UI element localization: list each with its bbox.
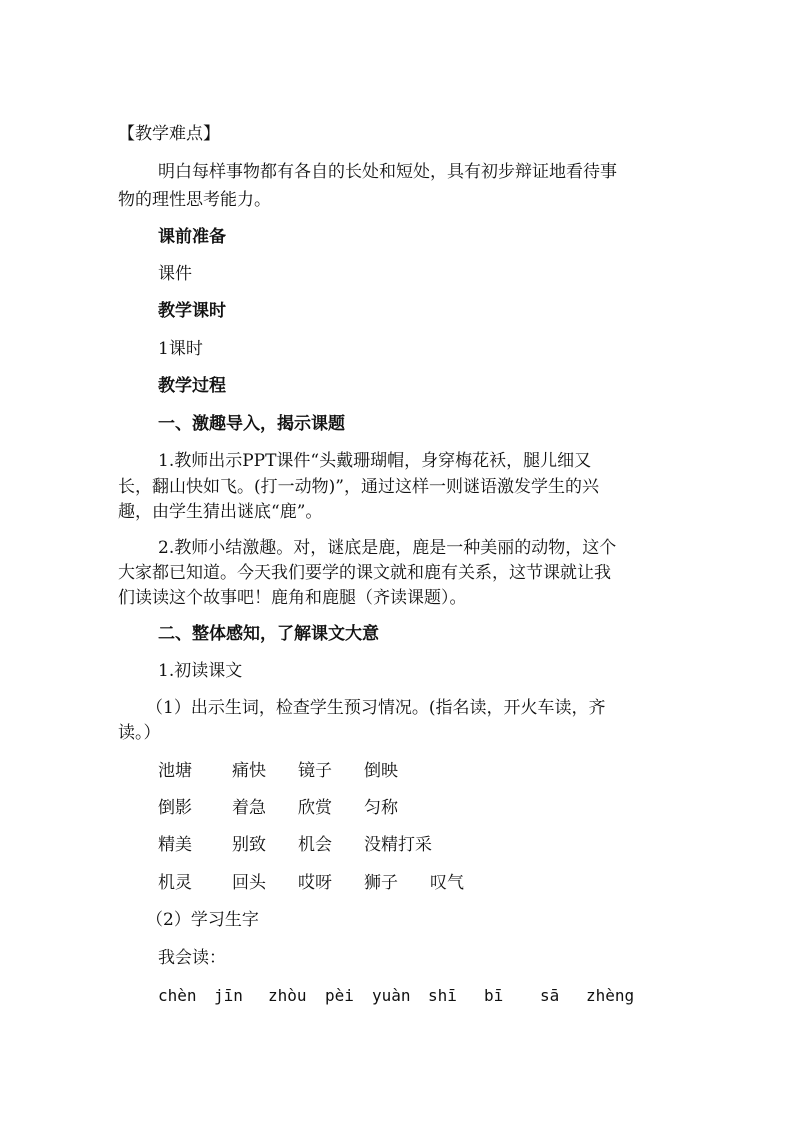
pinyin-item: yuàn bbox=[372, 986, 411, 1005]
para2-line3: 们读读这个故事吧！鹿角和鹿腿（齐读课题）。 bbox=[118, 588, 467, 608]
word: 着急 bbox=[232, 798, 266, 818]
word: 别致 bbox=[232, 835, 266, 855]
pinyin-item: zhèng bbox=[586, 986, 635, 1005]
para1-line3: 趣，由学生猜出谜底“鹿”。 bbox=[118, 502, 323, 522]
can-read-label: 我会读： bbox=[158, 948, 226, 968]
para1-line2: 长，翻山快如飞。(打一动物)”，通过这样一则谜语激发学生的兴 bbox=[118, 477, 599, 497]
word: 狮子 bbox=[364, 873, 398, 893]
word: 机灵 bbox=[158, 873, 192, 893]
pinyin-item: zhòu bbox=[268, 986, 307, 1005]
pinyin-item: jīn bbox=[214, 986, 243, 1005]
pinyin-item: chèn bbox=[158, 986, 197, 1005]
step1-line2: 读。） bbox=[118, 723, 161, 743]
heading-section-1: 一、激趣导入，揭示课题 bbox=[158, 414, 345, 434]
word: 匀称 bbox=[364, 798, 398, 818]
word: 没精打采 bbox=[364, 835, 432, 855]
heading-section-2: 二、整体感知，了解课文大意 bbox=[158, 624, 379, 644]
prep-text: 课件 bbox=[158, 264, 192, 284]
word: 哎呀 bbox=[298, 873, 332, 893]
step2-learn-characters: （2）学习生字 bbox=[146, 910, 259, 930]
pinyin-item: sā bbox=[540, 986, 560, 1005]
word: 镜子 bbox=[298, 761, 332, 781]
heading-prep: 课前准备 bbox=[158, 227, 226, 247]
word: 欣赏 bbox=[298, 798, 332, 818]
word: 回头 bbox=[232, 873, 266, 893]
word: 倒影 bbox=[158, 798, 192, 818]
para1-line1: 1.教师出示PPT课件“头戴珊瑚帽，身穿梅花袄，腿儿细又 bbox=[158, 451, 592, 471]
heading-process: 教学过程 bbox=[158, 376, 226, 396]
word: 叹气 bbox=[430, 873, 464, 893]
subheading-first-read: 1.初读课文 bbox=[158, 661, 243, 681]
word: 痛快 bbox=[232, 761, 266, 781]
hours-text: 1课时 bbox=[158, 339, 203, 359]
heading-teaching-difficulty: 【教学难点】 bbox=[118, 124, 220, 144]
word: 机会 bbox=[298, 835, 332, 855]
word: 精美 bbox=[158, 835, 192, 855]
word: 池塘 bbox=[158, 761, 192, 781]
pinyin-item: pèi bbox=[325, 986, 354, 1005]
word: 倒映 bbox=[364, 761, 398, 781]
difficulty-text-line2: 物的理性思考能力。 bbox=[118, 190, 271, 210]
difficulty-text-line1: 明白每样事物都有各自的长处和短处，具有初步辩证地看待事 bbox=[158, 162, 617, 182]
pinyin-item: bī bbox=[484, 986, 504, 1005]
pinyin-item: shī bbox=[428, 986, 457, 1005]
step1-line1: （1）出示生词，检查学生预习情况。(指名读，开火车读，齐 bbox=[146, 698, 606, 718]
para2-line1: 2.教师小结激趣。对，谜底是鹿，鹿是一种美丽的动物，这个 bbox=[158, 538, 617, 558]
para2-line2: 大家都已知道。今天我们要学的课文就和鹿有关系，这节课就让我 bbox=[118, 563, 611, 583]
heading-hours: 教学课时 bbox=[158, 301, 226, 321]
